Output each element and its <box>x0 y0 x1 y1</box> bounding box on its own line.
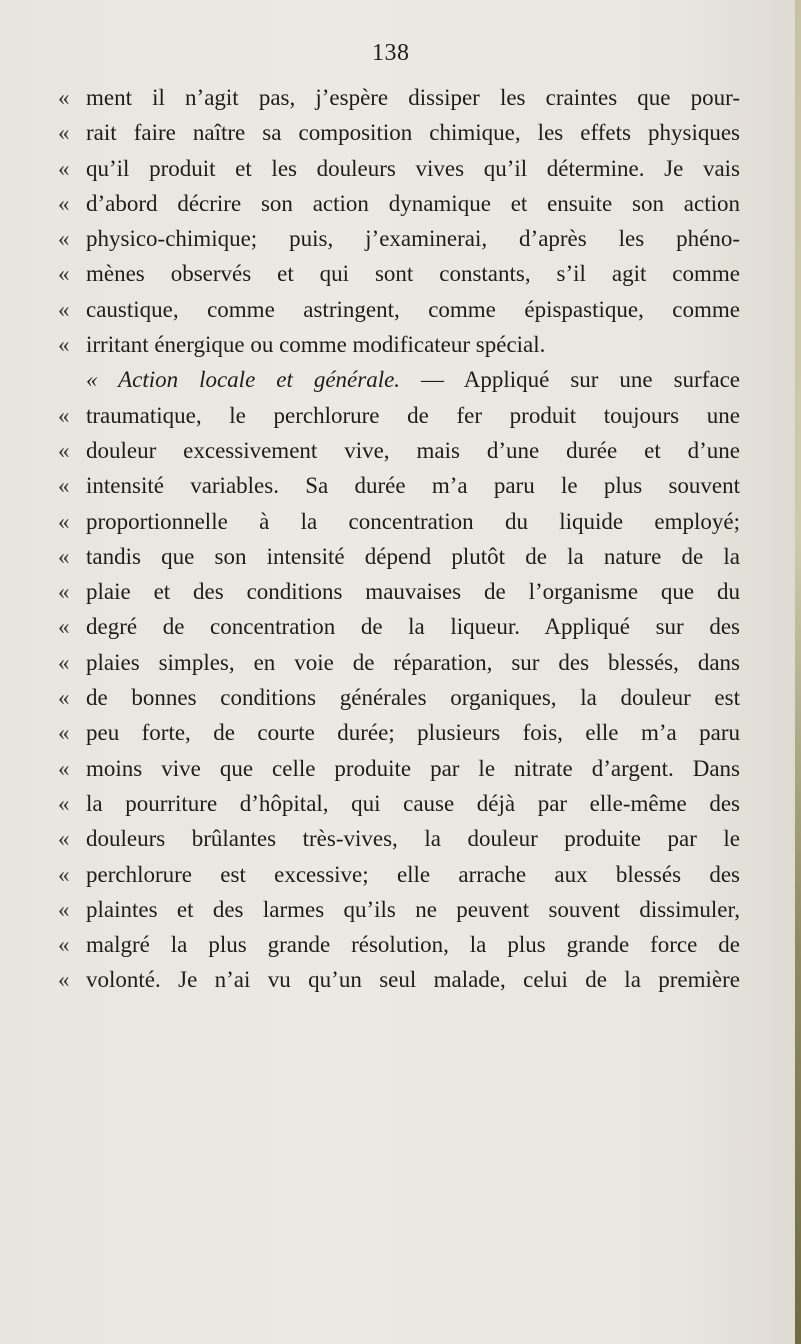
quote-mark: « <box>58 755 70 781</box>
text-line <box>58 539 740 574</box>
line-text: tandis que son intensité dépend plutôt de la nature de la <box>86 543 740 569</box>
line-text: de bonnes conditions générales organiques, la douleur est <box>86 685 740 711</box>
quote-mark: « <box>58 332 70 358</box>
line-text: peu forte, de courte durée; plusieurs fois, elle m’a paru <box>86 720 740 746</box>
quote-mark: « <box>58 402 70 428</box>
body-text <box>58 80 740 998</box>
line-text: la pourriture d’hôpital, qui cause déjà par elle-même des <box>86 790 740 816</box>
line-text: degré de concentration de la liqueur. Appliqué sur des <box>86 614 740 640</box>
quote-mark: « <box>58 508 70 534</box>
text-line <box>58 821 740 856</box>
line-text: plaies simples, en voie de réparation, sur des blessés, dans <box>86 649 740 675</box>
line-text: traumatique, le perchlorure de fer produit toujours une <box>86 402 740 428</box>
quote-mark: « <box>58 896 70 922</box>
text-line <box>58 327 740 362</box>
text-line <box>58 151 740 186</box>
quote-mark: « <box>58 790 70 816</box>
quote-mark: « <box>58 932 70 958</box>
line-text: plaie et des conditions mauvaises de l’organisme que du <box>86 579 740 605</box>
text-line <box>58 468 740 503</box>
page-number: 138 <box>372 40 410 66</box>
text-line <box>58 504 740 539</box>
quote-mark: « <box>58 120 70 146</box>
text-line-section-heading <box>58 362 740 397</box>
text-line <box>58 892 740 927</box>
quote-mark: « <box>58 226 70 252</box>
line-text: mènes observés et qui sont constants, s’il agit comme <box>86 261 740 287</box>
quote-mark: « <box>58 437 70 463</box>
text-line <box>58 857 740 892</box>
quote-mark: « <box>58 826 70 852</box>
text-line <box>58 715 740 750</box>
quote-mark: « <box>58 720 70 746</box>
line-text: qu’il produit et les douleurs vives qu’il détermine. Je vais <box>86 155 740 181</box>
text-line <box>58 80 740 115</box>
text-line <box>58 751 740 786</box>
text-line <box>58 574 740 609</box>
line-text: intensité variables. Sa durée m’a paru le plus souvent <box>86 473 740 499</box>
text-line <box>58 433 740 468</box>
line-text: volonté. Je n’ai vu qu’un seul malade, celui de la première <box>86 967 740 993</box>
text-line <box>58 186 740 221</box>
quote-mark: « <box>58 261 70 287</box>
quote-mark: « <box>58 967 70 993</box>
text-line <box>58 398 740 433</box>
line-text: moins vive que celle produite par le nitrate d’argent. Dans <box>86 755 740 781</box>
text-line <box>58 256 740 291</box>
line-text: malgré la plus grande résolution, la plus grande force de <box>86 932 740 958</box>
quote-mark: « <box>58 296 70 322</box>
quote-mark: « <box>58 649 70 675</box>
line-text: proportionnelle à la concentration du liquide employé; <box>86 508 740 534</box>
text-line <box>58 680 740 715</box>
line-text: rait faire naître sa composition chimique, les effets physiques <box>86 120 740 146</box>
text-line <box>58 786 740 821</box>
quote-mark: « <box>58 155 70 181</box>
line-text: d’abord décrire son action dynamique et ensuite son action <box>86 190 740 216</box>
page-edge-shadow <box>795 0 801 1344</box>
text-line <box>58 645 740 680</box>
line-text: douleurs brûlantes très-vives, la douleur produite par le <box>86 826 740 852</box>
line-text: caustique, comme astringent, comme épispastique, comme <box>86 296 740 322</box>
text-line <box>58 115 740 150</box>
section-heading-continuation: — Appliqué sur une surface <box>400 367 741 393</box>
quote-mark: « <box>58 685 70 711</box>
text-line <box>58 292 740 327</box>
text-line <box>58 609 740 644</box>
line-text <box>86 362 740 397</box>
quote-mark: « <box>58 543 70 569</box>
quote-mark: « <box>58 190 70 216</box>
text-line <box>58 962 740 997</box>
quote-mark: « <box>58 579 70 605</box>
quote-mark: « <box>58 614 70 640</box>
text-line <box>58 927 740 962</box>
line-text: plaintes et des larmes qu’ils ne peuvent souvent dissimuler, <box>86 896 740 922</box>
line-text: ment il n’agit pas, j’espère dissiper les craintes que pour- <box>86 85 740 110</box>
quote-mark: « <box>58 861 70 887</box>
text-line <box>58 221 740 256</box>
section-heading: « Action locale et générale. <box>86 367 401 393</box>
line-text: douleur excessivement vive, mais d’une durée et d’une <box>86 437 740 463</box>
line-text: physico-chimique; puis, j’examinerai, d’après les phéno- <box>86 226 740 252</box>
quote-mark: « <box>58 473 70 499</box>
line-text: irritant énergique ou comme modificateur spécial. <box>86 332 546 358</box>
line-text: perchlorure est excessive; elle arrache aux blessés des <box>86 861 740 887</box>
quote-mark: « <box>58 85 70 110</box>
